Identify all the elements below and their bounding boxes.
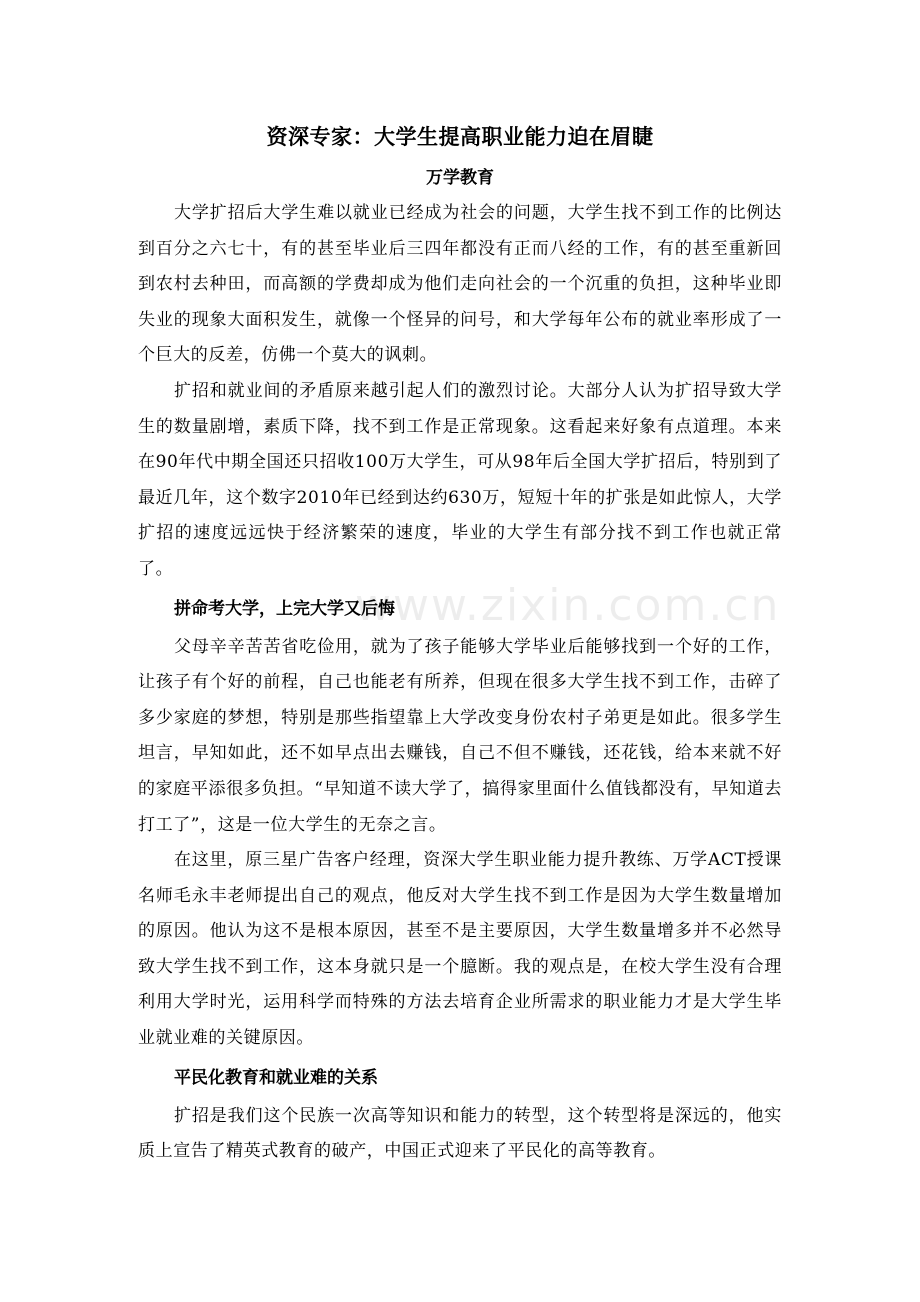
section-heading-1: 拼命考大学，上完大学又后悔 bbox=[174, 598, 395, 619]
document-title: 资深专家：大学生提高职业能力迫在眉睫 bbox=[266, 124, 654, 149]
paragraph-1: 大学扩招后大学生难以就业已经成为社会的问题，大学生找不到工作的比例达到百分之六七十，有的甚至毕业后三四年都没有正而八经的工作，有的甚至重新回到农村去种田，而高额的学费却成为他们走向社会的一个沉重的负担，这种毕业即失业的现象大面积发生，就像一个怪异的问号，和大学每年公布的就业率形成了一个巨大的反差，仿佛一个莫大的讽刺。 bbox=[138, 203, 782, 366]
paragraph-4: 在这里，原三星广告客户经理，资深大学生职业能力提升教练、万学ACT授课名师毛永丰老师提出自己的观点，他反对大学生找不到工作是因为大学生数量增加的原因。他认为这不是根本原因，甚至不是主要原因，大学生数量增多并不必然导致大学生找不到工作，这本身就只是一个臆断。我的观点是，在校大学生没有合理利用大学时光，运用科学而特殊的方法去培育企业所需求的职业能力才是大学生毕业就业难的关键原因。 bbox=[138, 850, 782, 1049]
document-body bbox=[138, 118, 782, 1170]
paragraph-2: 扩招和就业间的矛盾原来越引起人们的激烈讨论。大部分人认为扩招导致大学生的数量剧增，素质下降，找不到工作是正常现象。这看起来好象有点道理。本来在90年代中期全国还只招收100万大学生，可从98年后全国大学扩招后，特别到了最近几年，这个数字2010年已经到达约630万，短短十年的扩张是如此惊人，大学扩招的速度远远快于经济繁荣的速度，毕业的大学生有部分找不到工作也就正常了。 bbox=[138, 380, 782, 579]
document-author: 万学教育 bbox=[426, 168, 494, 188]
paragraph-3: 父母辛辛苦苦省吃俭用，就为了孩子能够大学毕业后能够找到一个好的工作，让孩子有个好的前程，自己也能老有所养，但现在很多大学生找不到工作，击碎了多少家庭的梦想，特别是那些指望靠上大学改变身份农村子弟更是如此。很多学生坦言，早知如此，还不如早点出去赚钱，自己不但不赚钱，还花钱，给本来就不好的家庭平添很多负担。“早知道不读大学了，搞得家里面什么值钱都没有，早知道去打工了”，这是一位大学生的无奈之言。 bbox=[138, 636, 782, 835]
paragraph-5: 扩招是我们这个民族一次高等知识和能力的转型，这个转型将是深远的，他实质上宣告了精英式教育的破产，中国正式迎来了平民化的高等教育。 bbox=[138, 1105, 782, 1162]
watermark: www.zixin.com.cn bbox=[355, 580, 781, 631]
section-heading-2: 平民化教育和就业难的关系 bbox=[174, 1067, 378, 1088]
